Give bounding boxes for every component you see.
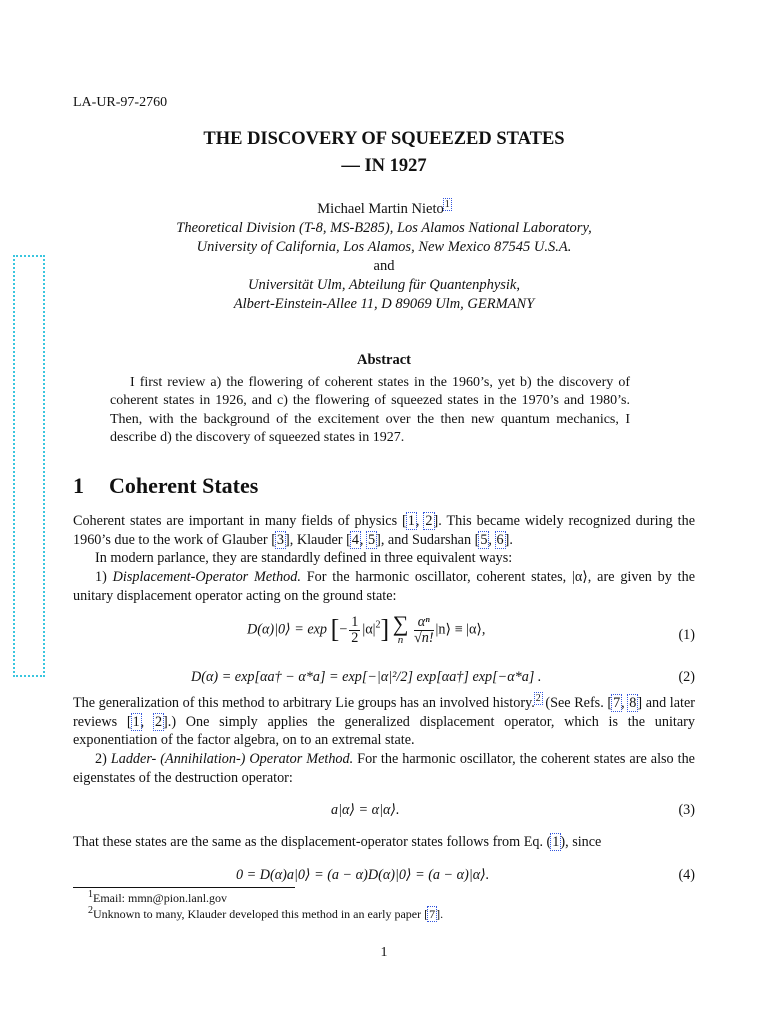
author-name-text: Michael Martin Nieto xyxy=(317,201,444,217)
paragraph-1 xyxy=(73,512,695,549)
footnote-text-end: ]. xyxy=(436,907,444,921)
abstract-text-body: I first review a) the flowering of coherent states in the 1960’s, yet b) the discovery of coherent states in 1926, and c) the flowering of squeezed states in the 1970’s and 1980’s. Then, with the background of the excitement over the then new quantum mechanics, I describe d) the discovery of squeezed states in 1927. xyxy=(110,375,630,445)
denominator: 2 xyxy=(351,629,359,646)
equation-3-body: a|α⟩ = α|α⟩. xyxy=(331,802,400,818)
text: ] and later reviews [ xyxy=(73,695,695,730)
citation-link[interactable]: 4 xyxy=(351,531,359,548)
paragraph-6 xyxy=(73,833,695,852)
eq1-lhs: D(α)|0⟩ = exp xyxy=(247,621,328,638)
citation-link[interactable]: 5 xyxy=(368,531,376,548)
author-footnote-link[interactable]: 1 xyxy=(444,199,450,211)
footnote-text: Unknown to many, Klauder developed this method in an early paper [ xyxy=(93,907,429,921)
citation-link[interactable]: 6 xyxy=(496,531,504,548)
numerator: 1 xyxy=(351,613,359,630)
text: ], and Sudarshan [ xyxy=(376,531,480,548)
text: , xyxy=(140,713,154,730)
arxiv-sidebar-link-box[interactable] xyxy=(13,255,45,677)
citation-link[interactable]: 3 xyxy=(276,531,285,548)
text: ]. xyxy=(504,531,513,548)
text: For the harmonic oscillator, coherent states, |α⟩, are given by the unitary displacement operator acting on the ground state: xyxy=(73,569,696,604)
eq1-fraction xyxy=(349,615,360,646)
equation-1-body xyxy=(247,611,486,646)
citation-link[interactable]: 7 xyxy=(429,907,436,921)
text: The generalization of this method to arbitrary Lie groups has an involved history. xyxy=(73,695,535,711)
text: , xyxy=(488,531,496,548)
equation-2-body: D(α) = exp[αa† − α*a] = exp[−|α|²/2] exp[αa†] exp[−α*a] . xyxy=(191,669,542,685)
minus-sign: − xyxy=(339,621,348,638)
text: 2) xyxy=(95,751,111,767)
paper-title xyxy=(0,126,768,180)
footnote-text: Email: mmn@pion.lanl.gov xyxy=(93,891,228,905)
section-number: 1 xyxy=(73,473,84,498)
affiliation-1-line-1: Theoretical Division (T-8, MS-B285), Los Alamos National Laboratory, xyxy=(176,220,592,236)
footnote-mark: 2 xyxy=(88,905,93,916)
method-name: Ladder- (Annihilation-) Operator Method. xyxy=(110,751,354,767)
text: ]. This became widely recognized during the 1960’s due to the work of Glauber [ xyxy=(73,513,696,548)
equation-number: (3) xyxy=(678,802,695,818)
citation-link[interactable]: 7 xyxy=(613,695,621,711)
footnote-mark: 1 xyxy=(88,889,93,900)
eq1-rhs: |n⟩ ≡ |α⟩, xyxy=(435,621,486,638)
sum-symbol: ∑ n xyxy=(392,611,409,646)
affiliation-and: and xyxy=(373,258,395,274)
footnote-link[interactable]: 2 xyxy=(535,693,541,705)
affiliation-2-line-1: Universität Ulm, Abteilung für Quantenphysik, xyxy=(248,277,520,293)
text: , xyxy=(415,513,425,529)
equation-number: (2) xyxy=(678,669,695,685)
bracket-open: [ xyxy=(330,614,340,644)
text: For the harmonic oscillator, the coherent states are also the eigenstates of the destruction operator: xyxy=(73,751,695,786)
equation-link[interactable]: 1 xyxy=(552,834,560,850)
paragraph-3 xyxy=(73,568,695,605)
report-number: LA-UR-97-2760 xyxy=(73,95,168,110)
citation-link[interactable]: 2 xyxy=(425,513,433,529)
denominator: √n! xyxy=(413,629,434,646)
equation-number: (1) xyxy=(678,627,695,643)
sum-index: n xyxy=(397,634,404,646)
section-title: Coherent States xyxy=(109,473,259,498)
text: 1) xyxy=(95,569,113,585)
power-2: 2 xyxy=(375,619,381,631)
text: ].) One simply applies the generalized displacement operator, which is the unitary exponentiation of the factor algebra, on to an extremal state. xyxy=(73,713,695,749)
section-heading xyxy=(73,472,258,500)
citation-link[interactable]: 1 xyxy=(407,513,415,529)
abstract-heading: Abstract xyxy=(357,352,411,368)
text: ), since xyxy=(560,834,602,850)
text: ], Klauder [ xyxy=(285,531,351,548)
page-number: 1 xyxy=(380,945,388,960)
alpha-modulus: |α| xyxy=(362,621,376,638)
footnote-2 xyxy=(88,907,443,922)
footnote-1 xyxy=(88,891,227,906)
eq1-fraction-2 xyxy=(414,615,434,646)
title-line-2: — IN 1927 xyxy=(341,156,427,176)
affiliation-1-line-2: University of California, Los Alamos, New Mexico 87545 U.S.A. xyxy=(196,239,572,255)
text: That these states are the same as the displacement-operator states follows from Eq. ( xyxy=(73,834,552,850)
paragraph-4 xyxy=(73,694,695,750)
text: (See Refs. [ xyxy=(541,695,613,711)
method-name: Displacement-Operator Method. xyxy=(112,569,301,585)
author-name xyxy=(0,200,768,219)
text: Coherent states are important in many fields of physics [ xyxy=(73,513,407,529)
text: In modern parlance, they are standardly defined in three equivalent ways: xyxy=(95,550,513,566)
abstract-text xyxy=(110,374,630,447)
equation-1 xyxy=(73,611,695,658)
paragraph-2 xyxy=(73,549,695,568)
equation-3 xyxy=(73,801,695,831)
paragraph-5 xyxy=(73,750,695,787)
citation-link[interactable]: 1 xyxy=(132,713,140,730)
author-block xyxy=(0,200,768,314)
citation-link[interactable]: 2 xyxy=(154,713,163,730)
footnote-rule xyxy=(73,887,295,888)
bracket-close: ] xyxy=(380,614,390,644)
citation-link[interactable]: 8 xyxy=(629,695,637,711)
citation-link[interactable]: 5 xyxy=(480,531,488,548)
title-line-1: THE DISCOVERY OF SQUEEZED STATES xyxy=(203,129,565,149)
equation-number: (4) xyxy=(678,867,695,883)
text: , xyxy=(621,695,629,711)
numerator: αⁿ xyxy=(414,615,434,631)
text: , xyxy=(359,531,367,548)
equation-4-body: 0 = D(α)a|0⟩ = (a − α)D(α)|0⟩ = (a − α)|α⟩. xyxy=(236,867,490,883)
affiliation-2-line-2: Albert-Einstein-Allee 11, D 89069 Ulm, GERMANY xyxy=(233,296,535,312)
